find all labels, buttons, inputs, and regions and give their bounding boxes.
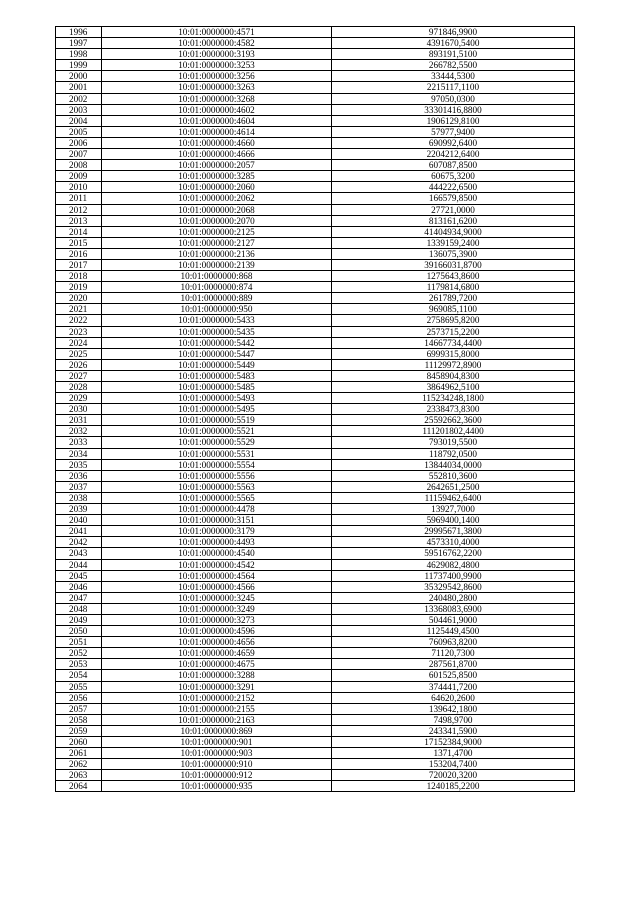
table-row [56,537,575,548]
cadastral-number-cell: 10:01:0000000:5556 [102,470,332,481]
table-row [56,171,575,182]
row-number-cell: 2002 [56,93,102,104]
row-number-cell: 2026 [56,359,102,370]
table-row [56,215,575,226]
table-row [56,382,575,393]
value-cell: 2204212,6400 [332,149,575,160]
row-number-cell: 2036 [56,470,102,481]
row-number-cell: 2033 [56,437,102,448]
cadastral-number-cell: 10:01:0000000:2155 [102,703,332,714]
table-row [56,492,575,503]
table-row [56,626,575,637]
row-number-cell: 2017 [56,259,102,270]
cadastral-number-cell: 10:01:0000000:2163 [102,714,332,725]
cadastral-number-cell: 10:01:0000000:5563 [102,481,332,492]
cadastral-number-cell: 10:01:0000000:3263 [102,82,332,93]
table-row [56,781,575,792]
cadastral-number-cell: 10:01:0000000:4659 [102,648,332,659]
cadastral-number-cell: 10:01:0000000:3285 [102,171,332,182]
row-number-cell: 2060 [56,737,102,748]
row-number-cell: 2050 [56,626,102,637]
cadastral-number-cell: 10:01:0000000:5493 [102,393,332,404]
table-row [56,348,575,359]
row-number-cell: 2010 [56,182,102,193]
value-cell: 29995671,3800 [332,526,575,537]
table-row [56,703,575,714]
table-row [56,160,575,171]
cadastral-number-cell: 10:01:0000000:3193 [102,49,332,60]
cadastral-number-cell: 10:01:0000000:3151 [102,515,332,526]
table-row [56,515,575,526]
row-number-cell: 2037 [56,481,102,492]
cadastral-number-cell: 10:01:0000000:5529 [102,437,332,448]
cadastral-number-cell: 10:01:0000000:4564 [102,570,332,581]
value-cell: 287561,8700 [332,659,575,670]
row-number-cell: 1997 [56,38,102,49]
cadastral-number-cell: 10:01:0000000:2060 [102,182,332,193]
cadastral-number-cell: 10:01:0000000:910 [102,759,332,770]
table-row [56,193,575,204]
cadastral-number-cell: 10:01:0000000:5483 [102,370,332,381]
value-cell: 153204,7400 [332,759,575,770]
value-cell: 243341,5900 [332,725,575,736]
cadastral-number-cell: 10:01:0000000:3179 [102,526,332,537]
value-cell: 14667734,4400 [332,337,575,348]
cadastral-number-cell: 10:01:0000000:5565 [102,492,332,503]
table-row [56,670,575,681]
table-row [56,614,575,625]
cadastral-number-cell: 10:01:0000000:5519 [102,415,332,426]
table-row [56,592,575,603]
table-row [56,71,575,82]
row-number-cell: 2023 [56,326,102,337]
row-number-cell: 2035 [56,459,102,470]
cadastral-number-cell: 10:01:0000000:5485 [102,382,332,393]
value-cell: 1125449,4500 [332,626,575,637]
table-row [56,38,575,49]
cadastral-value-table [55,26,575,792]
row-number-cell: 2007 [56,149,102,160]
cadastral-number-cell: 10:01:0000000:4478 [102,504,332,515]
cadastral-number-cell: 10:01:0000000:4542 [102,559,332,570]
value-cell: 8458904,8300 [332,370,575,381]
table-row [56,603,575,614]
value-cell: 1179814,6800 [332,282,575,293]
value-cell: 97050,0300 [332,93,575,104]
value-cell: 33444,5300 [332,71,575,82]
row-number-cell: 2046 [56,581,102,592]
cadastral-number-cell: 10:01:0000000:4660 [102,137,332,148]
cadastral-number-cell: 10:01:0000000:3291 [102,681,332,692]
value-cell: 893191,5100 [332,49,575,60]
table-row [56,404,575,415]
table-row [56,104,575,115]
value-cell: 41404934,9000 [332,226,575,237]
value-cell: 2758695,8200 [332,315,575,326]
table-row [56,137,575,148]
cadastral-number-cell: 10:01:0000000:3249 [102,603,332,614]
row-number-cell: 2016 [56,248,102,259]
cadastral-number-cell: 10:01:0000000:889 [102,293,332,304]
cadastral-number-cell: 10:01:0000000:2125 [102,226,332,237]
table-row [56,570,575,581]
cadastral-number-cell: 10:01:0000000:2062 [102,193,332,204]
value-cell: 59516762,2200 [332,548,575,559]
table-row [56,459,575,470]
value-cell: 971846,9900 [332,27,575,38]
row-number-cell: 2028 [56,382,102,393]
row-number-cell: 1999 [56,60,102,71]
value-cell: 17152384,9000 [332,737,575,748]
cadastral-number-cell: 10:01:0000000:2136 [102,248,332,259]
cadastral-number-cell: 10:01:0000000:5495 [102,404,332,415]
cadastral-number-cell: 10:01:0000000:2127 [102,237,332,248]
value-cell: 166579,8500 [332,193,575,204]
table-row [56,526,575,537]
value-cell: 6999315,8000 [332,348,575,359]
table-row [56,204,575,215]
cadastral-number-cell: 10:01:0000000:4493 [102,537,332,548]
table-row [56,370,575,381]
table-row [56,182,575,193]
table-row [56,60,575,71]
row-number-cell: 2044 [56,559,102,570]
row-number-cell: 2001 [56,82,102,93]
cadastral-number-cell: 10:01:0000000:3288 [102,670,332,681]
cadastral-number-cell: 10:01:0000000:4582 [102,38,332,49]
table-row [56,271,575,282]
table-row [56,115,575,126]
row-number-cell: 2055 [56,681,102,692]
cadastral-number-cell: 10:01:0000000:4571 [102,27,332,38]
cadastral-number-cell: 10:01:0000000:3273 [102,614,332,625]
row-number-cell: 2049 [56,614,102,625]
table-row [56,504,575,515]
table-row [56,737,575,748]
row-number-cell: 2048 [56,603,102,614]
cadastral-number-cell: 10:01:0000000:3253 [102,60,332,71]
row-number-cell: 2063 [56,770,102,781]
cadastral-number-cell: 10:01:0000000:3268 [102,93,332,104]
row-number-cell: 1996 [56,27,102,38]
row-number-cell: 2031 [56,415,102,426]
value-cell: 25592662,3600 [332,415,575,426]
value-cell: 136075,3900 [332,248,575,259]
row-number-cell: 2025 [56,348,102,359]
row-number-cell: 2005 [56,126,102,137]
table-row [56,692,575,703]
value-cell: 139642,1800 [332,703,575,714]
row-number-cell: 2052 [56,648,102,659]
cadastral-number-cell: 10:01:0000000:2070 [102,215,332,226]
cadastral-number-cell: 10:01:0000000:5433 [102,315,332,326]
cadastral-number-cell: 10:01:0000000:903 [102,748,332,759]
row-number-cell: 2024 [56,337,102,348]
value-cell: 13368083,6900 [332,603,575,614]
cadastral-number-cell: 10:01:0000000:950 [102,304,332,315]
cadastral-number-cell: 10:01:0000000:2057 [102,160,332,171]
table-body [56,27,575,792]
row-number-cell: 2011 [56,193,102,204]
cadastral-number-cell: 10:01:0000000:4656 [102,637,332,648]
value-cell: 5969400,1400 [332,515,575,526]
row-number-cell: 2029 [56,393,102,404]
cadastral-number-cell: 10:01:0000000:3245 [102,592,332,603]
value-cell: 111201802,4400 [332,426,575,437]
cadastral-number-cell: 10:01:0000000:5447 [102,348,332,359]
value-cell: 118792,0500 [332,448,575,459]
row-number-cell: 2062 [56,759,102,770]
row-number-cell: 2012 [56,204,102,215]
row-number-cell: 2038 [56,492,102,503]
row-number-cell: 2058 [56,714,102,725]
cadastral-number-cell: 10:01:0000000:5521 [102,426,332,437]
value-cell: 27721,0000 [332,204,575,215]
row-number-cell: 2009 [56,171,102,182]
value-cell: 720020,3200 [332,770,575,781]
value-cell: 11159462,6400 [332,492,575,503]
row-number-cell: 2054 [56,670,102,681]
table-row [56,481,575,492]
value-cell: 261789,7200 [332,293,575,304]
value-cell: 793019,5500 [332,437,575,448]
table-row [56,393,575,404]
value-cell: 2642651,2500 [332,481,575,492]
row-number-cell: 1998 [56,49,102,60]
value-cell: 2215117,1100 [332,82,575,93]
value-cell: 266782,5500 [332,60,575,71]
value-cell: 57977,9400 [332,126,575,137]
table-row [56,248,575,259]
value-cell: 3864962,5100 [332,382,575,393]
table-row [56,49,575,60]
cadastral-number-cell: 10:01:0000000:935 [102,781,332,792]
table-row [56,149,575,160]
table-row [56,681,575,692]
table-row [56,304,575,315]
value-cell: 240480,2800 [332,592,575,603]
cadastral-number-cell: 10:01:0000000:4596 [102,626,332,637]
row-number-cell: 2064 [56,781,102,792]
table-row [56,226,575,237]
row-number-cell: 2022 [56,315,102,326]
table-row [56,126,575,137]
value-cell: 7498,9700 [332,714,575,725]
table-row [56,93,575,104]
row-number-cell: 2039 [56,504,102,515]
row-number-cell: 2030 [56,404,102,415]
table-row [56,470,575,481]
cadastral-number-cell: 10:01:0000000:5435 [102,326,332,337]
value-cell: 1339159,2400 [332,237,575,248]
cadastral-number-cell: 10:01:0000000:901 [102,737,332,748]
cadastral-number-cell: 10:01:0000000:869 [102,725,332,736]
value-cell: 11129972,8900 [332,359,575,370]
cadastral-number-cell: 10:01:0000000:912 [102,770,332,781]
row-number-cell: 2021 [56,304,102,315]
value-cell: 1275643,8600 [332,271,575,282]
row-number-cell: 2043 [56,548,102,559]
cadastral-number-cell: 10:01:0000000:3256 [102,71,332,82]
table-row [56,770,575,781]
value-cell: 4391670,5400 [332,38,575,49]
row-number-cell: 2015 [56,237,102,248]
table-row [56,315,575,326]
cadastral-number-cell: 10:01:0000000:5531 [102,448,332,459]
row-number-cell: 2059 [56,725,102,736]
table-row [56,293,575,304]
cadastral-number-cell: 10:01:0000000:5554 [102,459,332,470]
table-row [56,714,575,725]
value-cell: 13927,7000 [332,504,575,515]
table-row [56,437,575,448]
table-row [56,359,575,370]
value-cell: 11737400,9900 [332,570,575,581]
table-row [56,659,575,670]
value-cell: 33301416,8800 [332,104,575,115]
cadastral-number-cell: 10:01:0000000:4614 [102,126,332,137]
cadastral-number-cell: 10:01:0000000:4666 [102,149,332,160]
value-cell: 39166031,8700 [332,259,575,270]
row-number-cell: 2020 [56,293,102,304]
cadastral-number-cell: 10:01:0000000:868 [102,271,332,282]
cadastral-number-cell: 10:01:0000000:5442 [102,337,332,348]
table-row [56,648,575,659]
value-cell: 969085,1100 [332,304,575,315]
value-cell: 4629082,4800 [332,559,575,570]
row-number-cell: 2045 [56,570,102,581]
value-cell: 813161,6200 [332,215,575,226]
table-row [56,27,575,38]
row-number-cell: 2057 [56,703,102,714]
row-number-cell: 2042 [56,537,102,548]
value-cell: 2338473,8300 [332,404,575,415]
table-row [56,82,575,93]
table-row [56,759,575,770]
table-row [56,282,575,293]
value-cell: 760963,8200 [332,637,575,648]
table-row [56,548,575,559]
cadastral-number-cell: 10:01:0000000:2139 [102,259,332,270]
table-row [56,259,575,270]
row-number-cell: 2006 [56,137,102,148]
table-row [56,559,575,570]
row-number-cell: 2027 [56,370,102,381]
cadastral-number-cell: 10:01:0000000:4566 [102,581,332,592]
cadastral-number-cell: 10:01:0000000:4604 [102,115,332,126]
cadastral-number-cell: 10:01:0000000:4675 [102,659,332,670]
row-number-cell: 2008 [56,160,102,171]
table-row [56,237,575,248]
cadastral-number-cell: 10:01:0000000:2068 [102,204,332,215]
table-row [56,637,575,648]
row-number-cell: 2061 [56,748,102,759]
row-number-cell: 2019 [56,282,102,293]
row-number-cell: 2013 [56,215,102,226]
value-cell: 444222,6500 [332,182,575,193]
cadastral-number-cell: 10:01:0000000:4602 [102,104,332,115]
row-number-cell: 2056 [56,692,102,703]
row-number-cell: 2053 [56,659,102,670]
table-row [56,415,575,426]
value-cell: 13844034,0000 [332,459,575,470]
value-cell: 35329542,8600 [332,581,575,592]
value-cell: 374441,7200 [332,681,575,692]
row-number-cell: 2018 [56,271,102,282]
row-number-cell: 2000 [56,71,102,82]
value-cell: 601525,8500 [332,670,575,681]
value-cell: 71120,7300 [332,648,575,659]
value-cell: 607087,8500 [332,160,575,171]
cadastral-number-cell: 10:01:0000000:2152 [102,692,332,703]
table-row [56,748,575,759]
table-row [56,581,575,592]
table-row [56,725,575,736]
value-cell: 1906129,8100 [332,115,575,126]
row-number-cell: 2004 [56,115,102,126]
table-row [56,426,575,437]
value-cell: 1371,4700 [332,748,575,759]
cadastral-number-cell: 10:01:0000000:5449 [102,359,332,370]
row-number-cell: 2051 [56,637,102,648]
row-number-cell: 2003 [56,104,102,115]
row-number-cell: 2040 [56,515,102,526]
value-cell: 115234248,1800 [332,393,575,404]
value-cell: 64620,2600 [332,692,575,703]
row-number-cell: 2034 [56,448,102,459]
cadastral-number-cell: 10:01:0000000:874 [102,282,332,293]
value-cell: 552810,3600 [332,470,575,481]
row-number-cell: 2041 [56,526,102,537]
table-row [56,448,575,459]
cadastral-number-cell: 10:01:0000000:4540 [102,548,332,559]
table-row [56,337,575,348]
value-cell: 2573715,2200 [332,326,575,337]
value-cell: 690992,6400 [332,137,575,148]
row-number-cell: 2014 [56,226,102,237]
value-cell: 4573310,4000 [332,537,575,548]
value-cell: 60675,3200 [332,171,575,182]
value-cell: 1240185,2200 [332,781,575,792]
value-cell: 504461,9000 [332,614,575,625]
row-number-cell: 2047 [56,592,102,603]
row-number-cell: 2032 [56,426,102,437]
table-row [56,326,575,337]
